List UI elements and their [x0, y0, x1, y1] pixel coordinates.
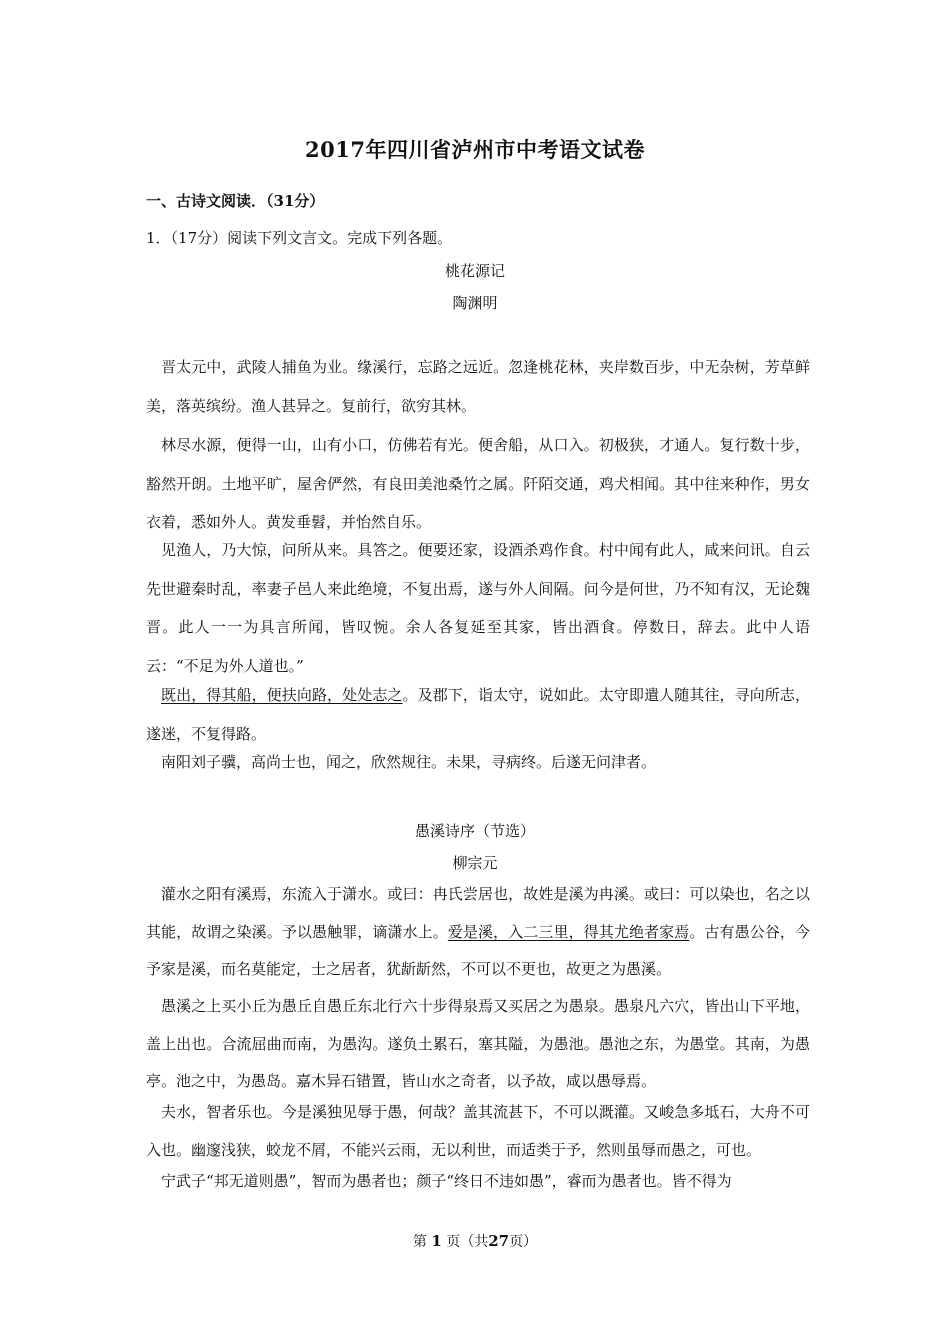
underlined-sentence: 爱是溪，入二三里，得其尤绝者家焉 [447, 922, 690, 941]
text1-paragraph-4 [146, 676, 810, 753]
text2-paragraph-1-end: 。古有愚公谷，今予家是溪，而名莫能定，士之居者，犹龂龂然，不可以不更也，故更之为愚溪。 [146, 922, 810, 979]
text2-title: 愚溪诗序（节选） [414, 822, 535, 840]
question-1-prompt: 1．（17分）阅读下列文言文。完成下列各题。 [146, 229, 453, 247]
text1-paragraph-3: 见渔人，乃大惊，问所从来。具答之。便要还家，设酒杀鸡作食。村中闻有此人，咸来问讯。自云先世避秦时乱，率妻子邑人来此绝境，不复出焉，遂与外人间隔。问今是何世，乃不知有汉，无论魏晋。此人一一为具言所闻，皆叹惋。余人各复延至其家，皆出酒食。停数日，辞去。此中人语云：“不足为外人道也。” [146, 541, 810, 675]
page-footer [0, 1231, 950, 1251]
section-heading: 一、古诗文阅读．（31分） [146, 192, 325, 210]
total-pages: 27 [488, 1232, 510, 1250]
text2-author: 柳宗元 [452, 854, 498, 872]
footer-suffix: 页） [509, 1234, 538, 1250]
text2-paragraph-4: 宁武子“邦无道则愚”，智而为愚者也；颜子“终日不违如愚”，睿而为愚者也。皆不得为 [161, 1172, 732, 1190]
footer-prefix: 第 [412, 1234, 427, 1250]
text1-paragraph-5: 南阳刘子骥，高尚士也，闻之，欣然规往。未果，寻病终。后遂无问津者。 [161, 753, 657, 771]
text1-paragraph-1: 晋太元中，武陵人捕鱼为业。缘溪行，忘路之远近。忽逢桃花林，夹岸数百步，中无杂树，芳草鲜美，落英缤纷。渔人甚异之。复前行，欲穷其林。 [146, 358, 810, 415]
text2-paragraph-1 [146, 876, 810, 989]
text2-paragraph-1-start: 灌水之阳有溪焉，东流入于潇水。或曰：冉氏尝居也，故姓是溪为冉溪。或曰：可以染也，名之以其能，故谓之染溪。予以愚触罪，谪潇水上。 [146, 885, 810, 941]
text1-paragraph-2: 林尽水源，便得一山，山有小口，仿佛若有光。便舍船，从口入。初极狭，才通人。复行数十步，豁然开朗。土地平旷，屋舍俨然，有良田美池桑竹之属。阡陌交通，鸡犬相闻。其中往来种作，男女衣着，悉如外人。黄发垂髫，并怡然自乐。 [146, 436, 810, 532]
text2-paragraph-3: 夫水，智者乐也。今是溪独见辱于愚，何哉？盖其流甚下，不可以溉灌。又峻急多坻石，大舟不可入也。幽邃浅狭，蛟龙不屑，不能兴云雨，无以利世，而适类于予，然则虽辱而愚之，可也。 [146, 1103, 810, 1159]
text2-paragraph-2: 愚溪之上买小丘为愚丘自愚丘东北行六十步得泉焉又买居之为愚泉。愚泉凡六穴，皆出山下平地，盖上出也。合流屈曲而南，为愚沟。遂负土累石，塞其隘，为愚池。愚池之东，为愚堂。其南，为愚亭。池之中，为愚岛。嘉木异石错置，皆山水之奇者，以予故，咸以愚辱焉。 [146, 997, 810, 1091]
text1-title: 桃花源记 [444, 262, 505, 280]
page-number: 1 [431, 1232, 442, 1250]
text1-author: 陶渊明 [452, 294, 498, 312]
text1-paragraph-4-rest: 。及郡下，诣太守，说如此。太守即遣人随其往，寻向所志，遂迷，不复得路。 [146, 686, 810, 743]
footer-middle: 页（共 [446, 1234, 489, 1250]
exam-title: 2017年四川省泸州市中考语文试卷 [305, 137, 645, 162]
underlined-sentence: 既出，得其船，便扶向路，处处志之 [161, 686, 403, 704]
